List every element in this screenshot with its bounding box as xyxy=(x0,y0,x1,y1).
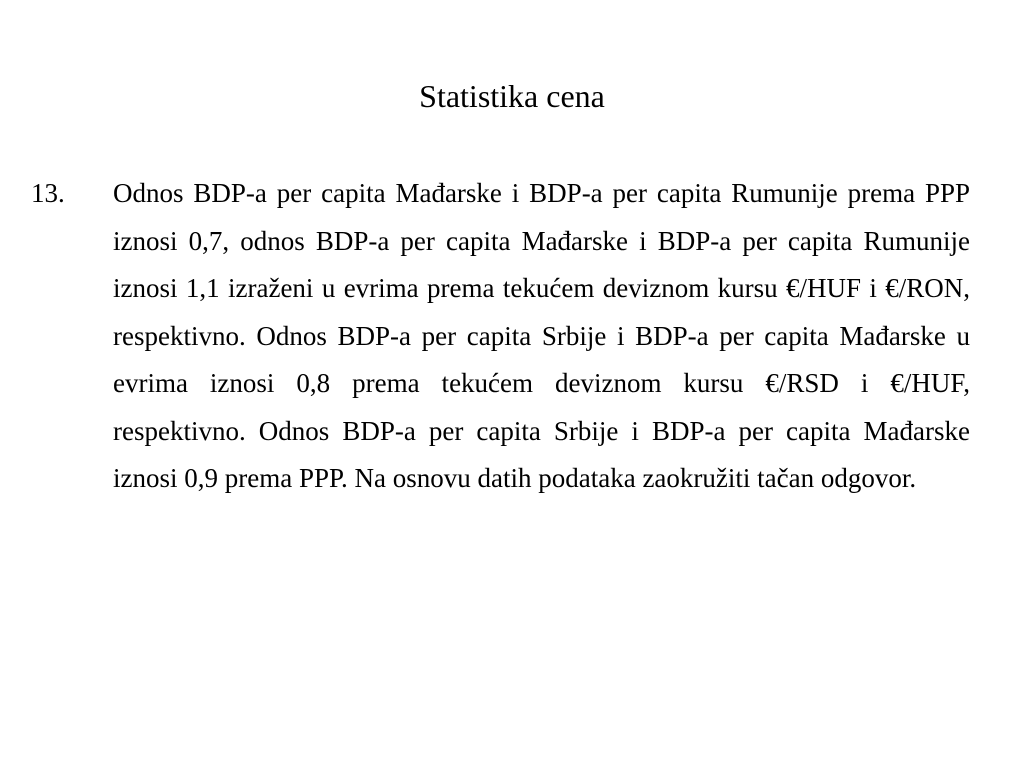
numbered-item xyxy=(31,170,970,503)
item-number: 13. xyxy=(31,178,65,208)
slide-title: Statistika cena xyxy=(419,78,605,114)
item-text: Odnos BDP-a per capita Mađarske i BDP-a per capita Rumunije prema PPP iznosi 0,7, odnos BDP-a per capita Mađarske i BDP-a per capita Rumunije iznosi 1,1 izraženi u evrima prema tekućem deviznom kursu €/HUF i €/RON, respektivno. Odnos BDP-a per capita Srbije i BDP-a per capita Mađarske u evrima iznosi 0,8 prema tekućem deviznom kursu €/RSD i €/HUF, respektivno. Odnos BDP-a per capita Srbije i BDP-a per capita Mađarske iznosi 0,9 prema PPP. Na osnovu datih podataka zaokružiti tačan odgovor. xyxy=(113,178,970,493)
